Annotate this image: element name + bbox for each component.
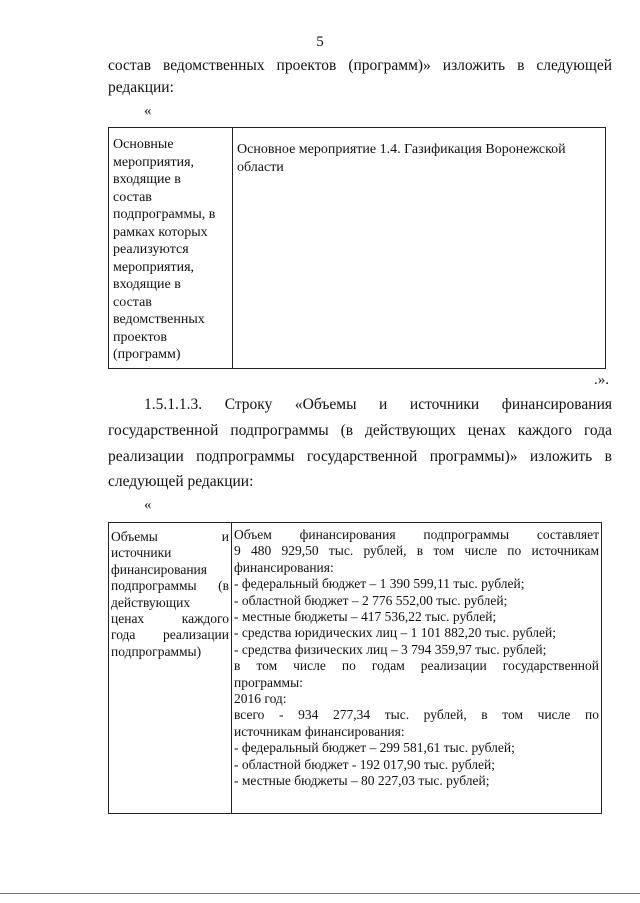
funding-label-line: финансирования bbox=[111, 561, 207, 577]
funding-label-cell bbox=[109, 523, 232, 814]
label-line: (программ) bbox=[113, 347, 181, 362]
section-line-1: 1.5.1.1.3. Строку «Объемы и источники финансирования bbox=[144, 396, 612, 413]
activities-table bbox=[108, 127, 606, 369]
intro-line-2: редакции: bbox=[108, 79, 174, 96]
page-bottom-rule bbox=[0, 893, 640, 894]
label-line: состав bbox=[113, 189, 152, 205]
label-line: подпрограммы, в bbox=[113, 207, 216, 222]
funding-label-line: подпрограммы) bbox=[111, 643, 202, 659]
funding-value-line: в том числе по годам реализации государственной bbox=[234, 658, 599, 674]
label-line: состав bbox=[113, 294, 152, 310]
label-line: реализуются bbox=[113, 242, 189, 257]
opening-quote-2: « bbox=[144, 497, 152, 513]
label-line: мероприятия, bbox=[113, 259, 195, 275]
label-line: входящие в bbox=[113, 277, 181, 292]
label-line: рамках которых bbox=[113, 224, 208, 240]
funding-label-line: источники bbox=[111, 545, 172, 561]
funding-value-line: - федеральный бюджет – 299 581,61 тыс. рублей; bbox=[234, 740, 515, 756]
funding-value-cell bbox=[232, 523, 602, 814]
page-number: 5 bbox=[316, 34, 324, 50]
section-line-4: следующей редакции: bbox=[108, 473, 254, 490]
funding-value-line: - средства юридических лиц – 1 101 882,20 тыс. рублей; bbox=[234, 625, 556, 641]
activities-value-cell bbox=[233, 128, 606, 369]
funding-label-line: подпрограммы (в bbox=[111, 578, 229, 594]
section-line-3: реализации подпрограммы государственной программы)» изложить в bbox=[108, 448, 612, 465]
funding-value-line: 2016 год: bbox=[234, 691, 287, 707]
table-row bbox=[109, 523, 602, 814]
value-line: Основное мероприятие 1.4. Газификация Воронежской bbox=[237, 142, 566, 157]
funding-value-line: - федеральный бюджет – 1 390 599,11 тыс. рублей; bbox=[234, 576, 525, 592]
table-row bbox=[109, 128, 606, 369]
funding-label-line: ценах каждого bbox=[111, 611, 229, 627]
label-line: мероприятия, bbox=[113, 154, 195, 170]
label-line: входящие в bbox=[113, 172, 181, 187]
label-line: Основные bbox=[113, 137, 174, 152]
funding-value-line: программы: bbox=[234, 674, 303, 690]
label-line: ведомственных bbox=[113, 312, 205, 327]
funding-value-line: Объем финансирования подпрограммы составляет bbox=[234, 527, 599, 542]
closing-quote-1: .». bbox=[594, 372, 609, 388]
funding-value-line: 9 480 929,50 тыс. рублей, в том числе по источникам bbox=[234, 543, 599, 559]
funding-value-line: финансирования: bbox=[234, 559, 334, 575]
funding-value-line: - средства физических лиц – 3 794 359,97 тыс. рублей; bbox=[234, 641, 547, 657]
activities-label-cell bbox=[109, 128, 233, 369]
funding-value-line: - местные бюджеты – 417 536,22 тыс. рублей; bbox=[234, 609, 497, 625]
funding-value-line: - местные бюджеты – 80 227,03 тыс. рублей; bbox=[234, 773, 490, 789]
funding-label-line: года реализации bbox=[111, 627, 229, 643]
section-line-2: государственной подпрограммы (в действующих ценах каждого года bbox=[108, 422, 612, 439]
value-line: области bbox=[237, 159, 284, 175]
funding-value-line: - областной бюджет – 2 776 552,00 тыс. рублей; bbox=[234, 592, 508, 608]
funding-value-line: всего - 934 277,34 тыс. рублей, в том числе по bbox=[234, 707, 599, 723]
funding-value-line: источникам финансирования: bbox=[234, 723, 405, 739]
funding-label-line: действующих bbox=[111, 594, 191, 610]
funding-table bbox=[108, 522, 602, 814]
opening-quote-1: « bbox=[144, 103, 152, 119]
label-line: проектов bbox=[113, 329, 168, 345]
funding-label-line: Объемы и bbox=[111, 529, 229, 544]
intro-line-1: состав ведомственных проектов (программ)» изложить в следующей bbox=[108, 57, 612, 74]
funding-value-line: - областной бюджет - 192 017,90 тыс. рублей; bbox=[234, 756, 495, 772]
